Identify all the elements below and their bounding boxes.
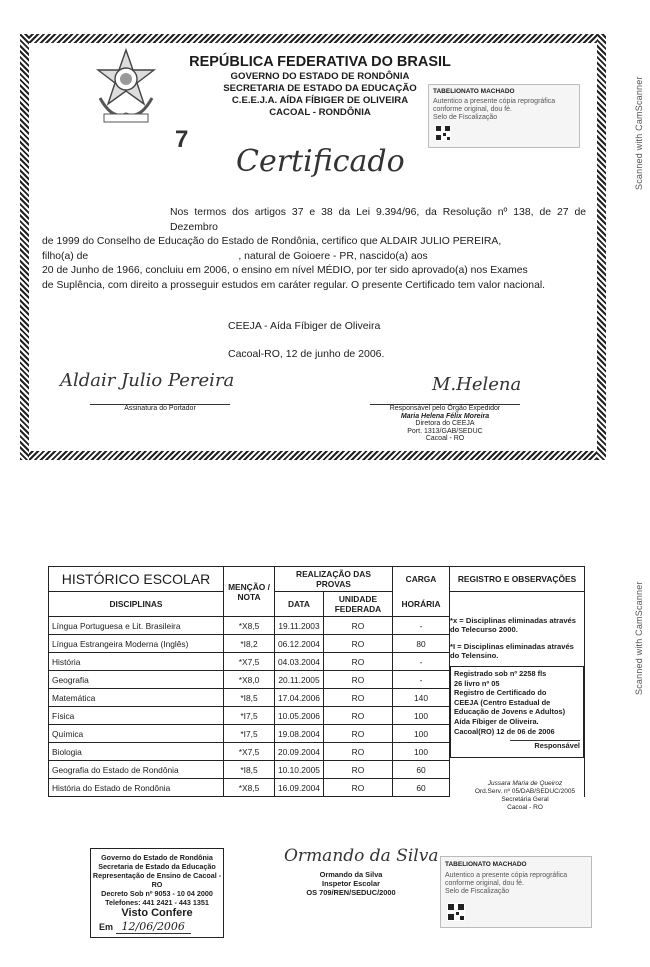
- cell-nota: *X7,5: [224, 743, 275, 761]
- notary-stamp-bottom: [440, 856, 592, 928]
- cell-carga: 80: [393, 635, 450, 653]
- notary-name: TABELIONATO MACHADO: [445, 861, 527, 868]
- ornamental-border-right: [597, 34, 606, 460]
- notary-stamp: [428, 84, 580, 148]
- observation-x: *x = Disciplinas eliminadas através do Telecurso 2000.: [450, 616, 576, 634]
- cell-uf: RO: [323, 653, 392, 671]
- cell-data: 04.03.2004: [275, 653, 324, 671]
- ornamental-border-left: [20, 34, 29, 460]
- cell-data: 10.10.2005: [275, 761, 324, 779]
- cell-data: 20.11.2005: [275, 671, 324, 689]
- ornamental-border-bottom: [20, 451, 606, 460]
- disciplinas-header: DISCIPLINAS: [49, 592, 224, 617]
- cell-data: 06.12.2004: [275, 635, 324, 653]
- cell-uf: RO: [323, 743, 392, 761]
- holder-signature-label: Assinatura do Portador: [90, 404, 230, 412]
- official-city: Cacoal - RO: [425, 435, 465, 442]
- registration-responsavel: Responsável: [510, 740, 580, 751]
- certificate-body: [42, 206, 586, 294]
- registration-line: Registro de Certificado do: [454, 688, 547, 698]
- cell-nota: *I7,5: [224, 725, 275, 743]
- notary-line: Selo de Fiscalização: [445, 888, 510, 895]
- visto-line: Telefones: 441 2421 - 443 1351: [105, 898, 209, 907]
- cell-disciplina: Língua Portuguesa e Lit. Brasileira: [49, 617, 224, 635]
- inspector-role: Inspetor Escolar: [322, 879, 380, 888]
- cell-data: 20.09.2004: [275, 743, 324, 761]
- cell-nota: *I8,5: [224, 689, 275, 707]
- cell-disciplina: Física: [49, 707, 224, 725]
- cell-uf: RO: [323, 779, 392, 797]
- nota-label: NOTA: [237, 591, 261, 602]
- secretary-block: [470, 780, 580, 812]
- inspector-name: Ormando da Silva: [319, 870, 383, 879]
- cell-data: 10.05.2006: [275, 707, 324, 725]
- observation-i: *I = Disciplinas eliminadas através do Telensino.: [450, 642, 574, 660]
- ornamental-border-top: [20, 34, 606, 43]
- scanner-watermark-bottom: Scanned with CamScanner: [634, 581, 644, 695]
- table-header-row: [49, 567, 585, 592]
- cell-carga: 100: [393, 725, 450, 743]
- cell-carga: -: [393, 671, 450, 689]
- cell-uf: RO: [323, 707, 392, 725]
- registration-box: [450, 666, 584, 758]
- cell-nota: *I8,2: [224, 635, 275, 653]
- cell-uf: RO: [323, 689, 392, 707]
- cell-carga: -: [393, 653, 450, 671]
- official-signature: M.Helena: [432, 374, 522, 395]
- mencao-label: MENÇÃO /: [228, 581, 270, 592]
- secretary-role: Secretária Geral: [501, 796, 549, 803]
- inspector-reg: OS 709/REN/SEDUC/2000: [306, 888, 396, 897]
- notary-line: Autentico a presente cópia reprográfica: [433, 98, 556, 105]
- cell-carga: 100: [393, 707, 450, 725]
- cell-disciplina: Matemática: [49, 689, 224, 707]
- scanner-watermark-top: Scanned with CamScanner: [634, 76, 644, 190]
- cell-carga: 140: [393, 689, 450, 707]
- data-header: DATA: [275, 592, 324, 617]
- school-heading: C.E.E.J.A. AÍDA FÍBIGER DE OLIVEIRA: [231, 95, 409, 106]
- cell-nota: *I7,5: [224, 707, 275, 725]
- secretary-name: Jussara Maria de Queiroz: [487, 780, 563, 787]
- cell-disciplina: Geografia do Estado de Rondônia: [49, 761, 224, 779]
- carga-header: CARGA: [393, 567, 450, 592]
- cell-uf: RO: [323, 635, 392, 653]
- visto-line: Governo do Estado de Rondônia: [101, 853, 213, 862]
- cell-disciplina: Geografia: [49, 671, 224, 689]
- secretary-reg: Ord.Serv. nº 05/DAB/SEDUC/2005: [474, 788, 576, 795]
- registration-line: Cacoal(RO) 12 de 06 de 2006: [454, 726, 555, 736]
- country-heading: REPÚBLICA FEDERATIVA DO BRASIL: [189, 54, 451, 70]
- certificate: [20, 34, 606, 460]
- handwritten-mark: 7: [175, 126, 189, 153]
- cell-carga: 100: [393, 743, 450, 761]
- official-name: Maria Helena Félix Moreira: [400, 412, 490, 420]
- notary-line: conforme original, dou fé.: [433, 106, 512, 113]
- transcript-title: HISTÓRICO ESCOLAR: [49, 567, 224, 592]
- cell-nota: *X8,5: [224, 617, 275, 635]
- cell-data: 16.09.2004: [275, 779, 324, 797]
- cell-disciplina: História do Estado de Rondônia: [49, 779, 224, 797]
- cell-data: 17.04.2006: [275, 689, 324, 707]
- realizacao-header: REALIZAÇÃO DAS PROVAS: [275, 567, 393, 592]
- cell-uf: RO: [323, 761, 392, 779]
- government-heading: GOVERNO DO ESTADO DE RONDÔNIA: [230, 71, 410, 82]
- certificate-title: Certificado: [236, 144, 405, 179]
- visto-line: Decreto Sob nº 9053 - 10 04 2000: [101, 889, 213, 898]
- qr-code-icon: [447, 903, 465, 921]
- cell-uf: RO: [323, 725, 392, 743]
- brazil-coat-of-arms-icon: [94, 48, 158, 128]
- body-line: de 1999 do Conselho de Educação do Estado de Rondônia, certifico que ALDAIR JULIO PEREIRA,: [42, 236, 502, 248]
- registration-line: Aída Fíbiger de Oliveira.: [454, 716, 539, 726]
- cell-disciplina: Língua Estrangeira Moderna (Inglês): [49, 635, 224, 653]
- registro-header: REGISTRO E OBSERVAÇÕES: [450, 567, 585, 592]
- cell-carga: -: [393, 617, 450, 635]
- inspector-block: [286, 870, 416, 897]
- visto-date-label: Em: [99, 922, 114, 932]
- cell-disciplina: Biologia: [49, 743, 224, 761]
- cell-disciplina: História: [49, 653, 224, 671]
- registration-line: Educação de Jovens e Adultos): [454, 707, 566, 717]
- institution-name: CEEJA - Aída Fíbiger de Oliveira: [228, 320, 381, 332]
- body-line: de Suplência, com direito a prosseguir estudos em caráter regular. O presente Certificado tem valor nacional.: [42, 279, 546, 291]
- visto-date: 12/06/2006: [116, 920, 191, 934]
- cell-nota: *I8,5: [224, 761, 275, 779]
- official-role: Diretora do CEEJA: [415, 420, 475, 427]
- table-subheader-row: [49, 592, 585, 617]
- place-date: Cacoal-RO, 12 de junho de 2006.: [228, 348, 385, 360]
- holder-signature: Aldair Julio Pereira: [60, 370, 235, 391]
- unidade-header: UNIDADE FEDERADA: [323, 592, 392, 617]
- official-label: Responsável pelo Órgão Expedidor: [389, 405, 501, 412]
- registration-line: 26 livro nº 05: [454, 678, 500, 688]
- cell-uf: RO: [323, 617, 392, 635]
- notary-line: Selo de Fiscalização: [433, 114, 498, 121]
- cell-data: 19.08.2004: [275, 725, 324, 743]
- body-line: 20 de Junho de 1966, concluiu em 2006, o ensino em nível MÉDIO, por ter sido aprovado(a) nos Exames: [42, 265, 528, 277]
- secretariat-heading: SECRETARIA DE ESTADO DA EDUCAÇÃO: [223, 83, 417, 94]
- cell-carga: 60: [393, 761, 450, 779]
- city-heading: CACOAL - RONDÔNIA: [269, 107, 371, 118]
- official-signature-block: [370, 404, 520, 443]
- registration-line: CEEJA (Centro Estadual de: [454, 697, 551, 707]
- cell-nota: *X8,5: [224, 779, 275, 797]
- cell-data: 19.11.2003: [275, 617, 324, 635]
- cell-nota: *X8,0: [224, 671, 275, 689]
- notary-name: TABELIONATO MACHADO: [433, 88, 515, 95]
- cell-nota: *X7,5: [224, 653, 275, 671]
- body-line: filho(a) de , natural de Goioere - PR, nascido(a) aos: [42, 250, 428, 262]
- qr-code-icon: [435, 125, 451, 141]
- visto-confere-stamp: [90, 848, 224, 938]
- notary-line: Autentico a presente cópia reprográfica: [445, 872, 568, 879]
- visto-title: Visto Confere: [121, 907, 193, 919]
- horaria-header: HORÁRIA: [393, 592, 450, 617]
- cell-uf: RO: [323, 671, 392, 689]
- notary-line: conforme original, dou fé.: [445, 880, 524, 887]
- cell-disciplina: Química: [49, 725, 224, 743]
- visto-line: Secretaria de Estado da Educação: [98, 862, 216, 871]
- visto-line: Representação de Ensino de Cacoal - RO: [92, 871, 222, 889]
- body-line: Nos termos dos artigos 37 e 38 da Lei 9.394/96, da Resolução nº 138, de 27 de Dezembro: [170, 207, 586, 233]
- inspector-signature: Ormando da Silva: [284, 846, 439, 866]
- official-portaria: Port. 1313/GAB/SEDUC: [407, 427, 483, 435]
- mencao-header: [224, 567, 275, 617]
- secretary-city: Cacoal - RO: [507, 804, 543, 811]
- cell-carga: 60: [393, 779, 450, 797]
- registration-line: Registrado sob nº 2258 fls: [454, 669, 547, 678]
